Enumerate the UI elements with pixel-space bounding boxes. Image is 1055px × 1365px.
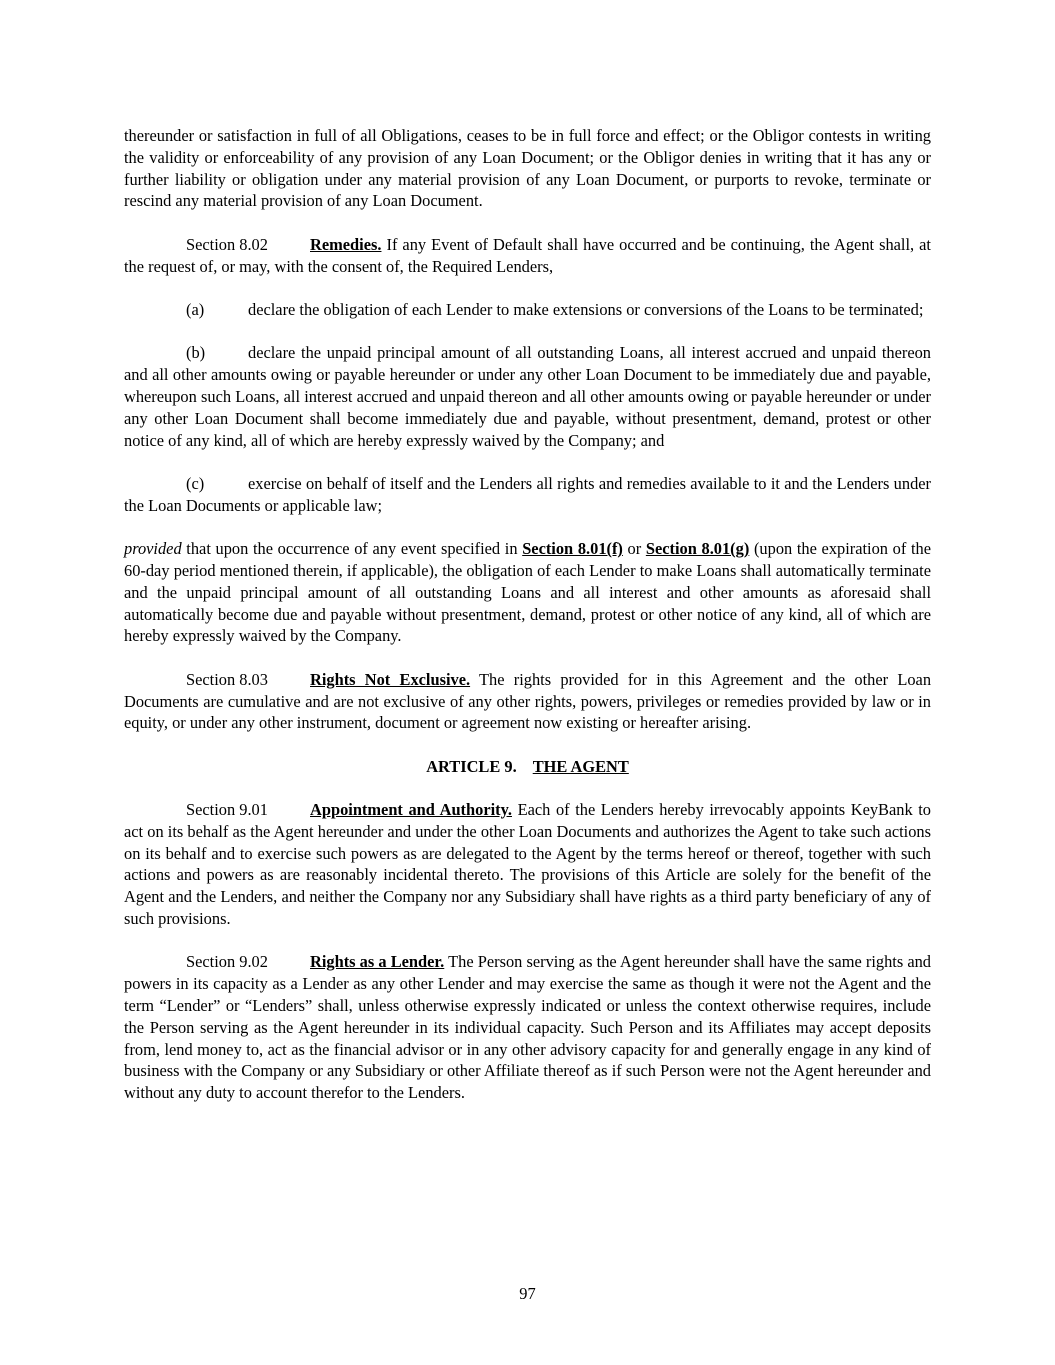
item-label: (c) (186, 473, 205, 493)
article-number: ARTICLE 9. (426, 756, 517, 776)
section-heading: Appointment and Authority. (310, 800, 512, 820)
section-number: Section 9.02 (186, 952, 268, 972)
item-a (124, 299, 931, 321)
page-number: 97 (519, 1284, 536, 1303)
section-8-02 (124, 234, 931, 278)
section-text: The rights provided for in this Agreement and the other Loan Documents are cumulative and are not exclusive of any other rights, powers, privileges or remedies provided by law or in equity, or under any other instrument, document or agreement now existing or hereafter arising. (124, 669, 932, 733)
section-number: Section 9.01 (186, 800, 268, 820)
paragraph-continuation (124, 125, 931, 212)
item-label: (b) (186, 343, 206, 363)
proviso-paragraph (124, 538, 931, 647)
item-text: exercise on behalf of itself and the Lenders all rights and remedies available to it and the Lenders under the Loan Documents or applicable law; (124, 473, 931, 515)
item-c (124, 473, 931, 517)
section-9-02 (124, 951, 931, 1104)
section-heading: Remedies. (310, 234, 382, 254)
proviso-text: or (622, 539, 646, 559)
proviso-text: that upon the occurrence of any event specified in (181, 539, 523, 559)
proviso-lead: provided (124, 539, 182, 559)
article-9-heading (124, 756, 931, 778)
document-body (124, 125, 931, 1126)
section-text: Each of the Lenders hereby irrevocably appoints KeyBank to act on its behalf as the Agent hereunder and under the other Loan Documents and authorizes the Agent to take such actions on its behalf and to exercise such powers as are delegated to the Agent by the terms hereof or thereof, together with such actions and powers as are reasonably incidental thereto. The provisions of this Article are solely for the benefit of the Agent and the Lenders, and neither the Company nor any Subsidiary shall have rights as a third party beneficiary of any of such provisions. (124, 800, 931, 929)
section-9-01 (124, 799, 931, 930)
item-b (124, 342, 931, 451)
section-heading: Rights as a Lender. (310, 952, 445, 972)
section-text: The Person serving as the Agent hereunder shall have the same rights and powers in its capacity as a Lender as any other Lender and may exercise the same as though it were not the Agent and the term “Lender” or “Lenders” shall, unless otherwise expressly indicated or unless the context otherwise requires, include the Person serving as the Agent hereunder in its individual capacity. Such Person and its Affiliates may accept deposits from, lend money to, act as the financial advisor or in any other advisory capacity for and generally engage in any kind of business with the Company or any Subsidiary or other Affiliate thereof as if such Person were not the Agent hereunder and without any duty to account therefor to the Lenders. (124, 952, 931, 1103)
section-number: Section 8.02 (186, 234, 268, 254)
item-label: (a) (186, 299, 205, 319)
section-text: If any Event of Default shall have occurred and be continuing, the Agent shall, at the request of, or may, with the consent of, the Required Lenders, (124, 234, 931, 276)
section-heading: Rights Not Exclusive. (310, 669, 471, 689)
item-text: declare the unpaid principal amount of all outstanding Loans, all interest accrued and unpaid thereon and all other amounts owing or payable hereunder or under any other Loan Document to be immediately due and payable, whereupon such Loans, all interest accrued and unpaid thereon and all other amounts owing or payable hereunder or under any other Loan Document shall become immediately due and payable, without presentment, demand, protest or other notice of any kind, all of which are hereby expressly waived by the Company; and (124, 343, 931, 450)
paragraph-text: thereunder or satisfaction in full of all Obligations, ceases to be in full force and effect; or the Obligor contests in writing the validity or enforceability of any provision of any Loan Document; or the Obligor denies in writing that it has any or further liability or obligation under any material provision of any Loan Document, or purports to revoke, terminate or rescind any material provision of any Loan Document. (124, 126, 931, 211)
cross-reference-8-01f: Section 8.01(f) (522, 539, 623, 559)
article-title: THE AGENT (532, 756, 629, 776)
item-text: declare the obligation of each Lender to make extensions or conversions of the Loans to be terminated; (248, 299, 924, 319)
proviso-text: (upon the expiration of the 60-day period mentioned therein, if applicable), the obligation of each Lender to make Loans shall automatically terminate and the unpaid principal amount of all outstanding Loans and all interest and other amounts as aforesaid shall automatically become due and payable without presentment, demand, protest or other notice of any kind, all of which are hereby expressly waived by the Company. (124, 539, 931, 646)
section-number: Section 8.03 (186, 669, 268, 689)
section-8-03 (124, 669, 931, 734)
cross-reference-8-01g: Section 8.01(g) (645, 539, 750, 559)
